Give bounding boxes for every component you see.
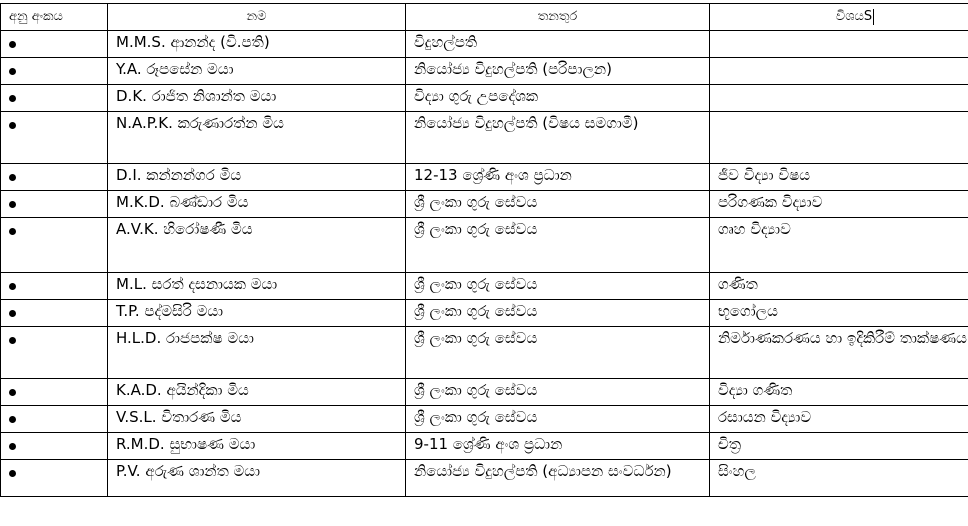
- bullet-icon: [9, 228, 16, 235]
- bullet-icon: [9, 416, 16, 423]
- row-bullet-cell: [1, 433, 108, 460]
- header-subject-text: විශයS: [835, 9, 873, 24]
- cell-name: P.V. අරුණ ශාන්ත මයා: [108, 460, 406, 497]
- cell-subject: පරිගණක විද්‍යාව: [710, 191, 968, 218]
- cell-position: විදුහල්පති: [406, 31, 710, 58]
- cell-subject: ගණිත: [710, 273, 968, 300]
- table-row: [1, 218, 968, 273]
- cell-subject: ජීව විද්‍යා විෂය: [710, 164, 968, 191]
- cell-name: V.S.L. විතාරණ මිය: [108, 406, 406, 433]
- row-bullet-cell: [1, 164, 108, 191]
- table-row: [1, 300, 968, 327]
- table-row: [1, 58, 968, 85]
- table-row: [1, 191, 968, 218]
- cell-subject: රසායන විද්‍යාව: [710, 406, 968, 433]
- bullet-icon: [9, 95, 16, 102]
- table-row: [1, 273, 968, 300]
- cell-name: M.K.D. බණ්ඩාර මිය: [108, 191, 406, 218]
- staff-table: [0, 3, 968, 497]
- row-bullet-cell: [1, 406, 108, 433]
- bullet-icon: [9, 470, 16, 477]
- row-bullet-cell: [1, 379, 108, 406]
- cell-position: ශ්‍රී ලංකා ගුරු සේවය: [406, 300, 710, 327]
- bullet-icon: [9, 283, 16, 290]
- cell-name: T.P. පද්මසිරි මයා: [108, 300, 406, 327]
- bullet-icon: [9, 310, 16, 317]
- cell-position: 9-11 ශ්‍රේණි අංශ ප්‍රධාන: [406, 433, 710, 460]
- bullet-icon: [9, 41, 16, 48]
- cell-subject: [710, 31, 968, 58]
- header-name: නම: [108, 4, 406, 31]
- table-row: [1, 85, 968, 112]
- table-row: [1, 112, 968, 164]
- cell-position: ශ්‍රී ලංකා ගුරු සේවය: [406, 379, 710, 406]
- row-bullet-cell: [1, 58, 108, 85]
- row-bullet-cell: [1, 218, 108, 273]
- bullet-icon: [9, 443, 16, 450]
- table-row: [1, 164, 968, 191]
- cell-name: N.A.P.K. කරුණාරත්න මිය: [108, 112, 406, 164]
- table-row: [1, 460, 968, 497]
- header-subject[interactable]: [710, 4, 968, 31]
- table-row: [1, 379, 968, 406]
- text-cursor: [873, 9, 874, 25]
- cell-position: නියෝජ්‍ය විදුහල්පති (අධ්‍යාපන සංවර්ධන): [406, 460, 710, 497]
- row-bullet-cell: [1, 273, 108, 300]
- cell-position: විද්‍යා ගුරු උපදේශක: [406, 85, 710, 112]
- bullet-icon: [9, 68, 16, 75]
- bullet-icon: [9, 337, 16, 344]
- bullet-icon: [9, 122, 16, 129]
- row-bullet-cell: [1, 112, 108, 164]
- row-bullet-cell: [1, 327, 108, 379]
- cell-subject: ගෘහ විද්‍යාව: [710, 218, 968, 273]
- cell-subject: [710, 112, 968, 164]
- cell-name: D.K. රාජිත නිශාන්ත මයා: [108, 85, 406, 112]
- cell-name: H.L.D. රාජපක්ෂ මයා: [108, 327, 406, 379]
- cell-name: M.L. සරත් දසනායක මයා: [108, 273, 406, 300]
- row-bullet-cell: [1, 191, 108, 218]
- header-position: තනතුර: [406, 4, 710, 31]
- cell-position: ශ්‍රී ලංකා ගුරු සේවය: [406, 191, 710, 218]
- table-row: [1, 31, 968, 58]
- cell-subject: නිර්මාණකරණය හා ඉදිකිරීම් තාක්ෂණය: [710, 327, 968, 379]
- row-bullet-cell: [1, 85, 108, 112]
- bullet-icon: [9, 201, 16, 208]
- header-index: අනු අංකය: [1, 4, 108, 31]
- cell-name: D.I. කන්නන්ගර මිය: [108, 164, 406, 191]
- table-row: [1, 327, 968, 379]
- cell-subject: භූගෝලය: [710, 300, 968, 327]
- cell-position: ශ්‍රී ලංකා ගුරු සේවය: [406, 273, 710, 300]
- table-header-row: [1, 4, 968, 31]
- cell-name: Y.A. රූපසේන මයා: [108, 58, 406, 85]
- cell-subject: චිත්‍ර: [710, 433, 968, 460]
- cell-subject: [710, 58, 968, 85]
- cell-position: ශ්‍රී ලංකා ගුරු සේවය: [406, 327, 710, 379]
- cell-name: A.V.K. හිරෝෂණී මිය: [108, 218, 406, 273]
- cell-subject: සිංහල: [710, 460, 968, 497]
- cell-name: R.M.D. සුභාෂණ මයා: [108, 433, 406, 460]
- row-bullet-cell: [1, 31, 108, 58]
- cell-position: ශ්‍රී ලංකා ගුරු සේවය: [406, 218, 710, 273]
- cell-subject: විද්‍යා ගණිත: [710, 379, 968, 406]
- cell-subject: [710, 85, 968, 112]
- cell-name: M.M.S. ආනන්ද (වි.පති): [108, 31, 406, 58]
- cell-name: K.A.D. අයින්දිකා මිය: [108, 379, 406, 406]
- row-bullet-cell: [1, 460, 108, 497]
- table-row: [1, 406, 968, 433]
- table-row: [1, 433, 968, 460]
- bullet-icon: [9, 389, 16, 396]
- bullet-icon: [9, 174, 16, 181]
- row-bullet-cell: [1, 300, 108, 327]
- cell-position: නියෝජ්‍ය විදුහල්පති (විෂය සමගාමී): [406, 112, 710, 164]
- cell-position: නියෝජ්‍ය විදුහල්පති (පරිපාලන): [406, 58, 710, 85]
- cell-position: 12-13 ශ්‍රේණි අංශ ප්‍රධාන: [406, 164, 710, 191]
- cell-position: ශ්‍රී ලංකා ගුරු සේවය: [406, 406, 710, 433]
